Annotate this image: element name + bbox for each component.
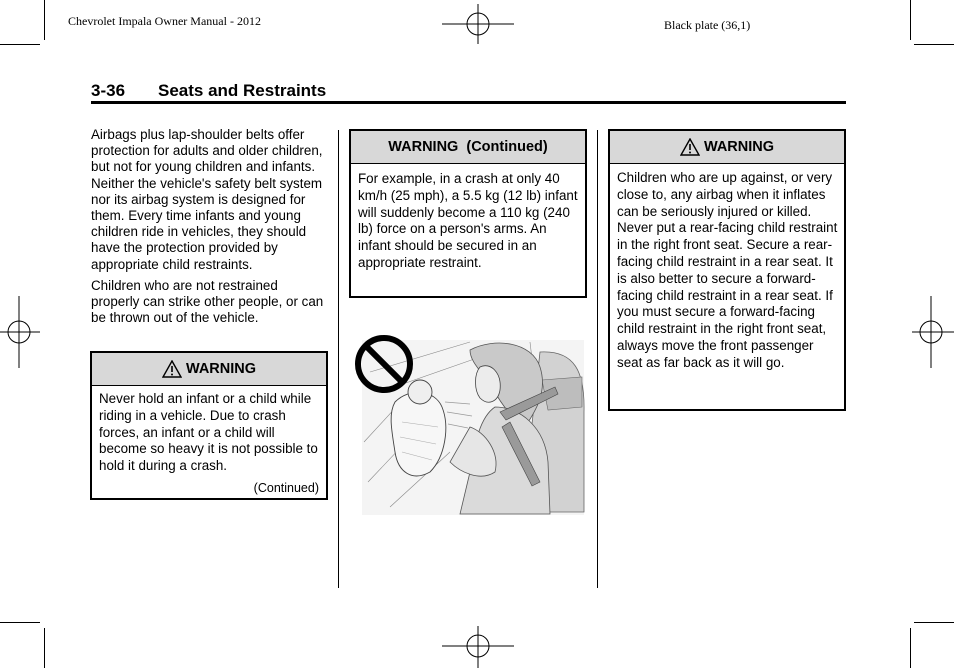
column-divider-1 [338, 130, 339, 588]
page-number: 3-36 [91, 81, 126, 100]
warning-airbag-text: Children who are up against, or very close to, any airbag when it inflates can be seriously injured or killed. Never put a rear-facing child restraint in the right front seat. Secure a rear-facing child restraint in a rear seat. It is also better to secure a forward-facing child restraint in a rear seat. If you must secure a forward-facing child restraint in the right front seat, always move the front passenger seat as far back as it will go. [617, 170, 838, 370]
warning-continued-title: WARNING (Continued) [388, 139, 548, 155]
manual-title: Chevrolet Impala Owner Manual - 2012 [68, 14, 261, 28]
warning-continued-header [351, 131, 585, 164]
prohibited-holding-infant-illustration [350, 332, 586, 518]
warning-icon [680, 138, 700, 156]
warning-box-hold-infant [90, 351, 328, 500]
column-1-text [91, 127, 329, 331]
section-title: Seats and Restraints [158, 81, 327, 100]
warning-title: WARNING [185, 361, 257, 377]
warning-airbag-title: WARNING [703, 139, 775, 155]
column-divider-2 [597, 130, 598, 588]
restraint-paragraph: Children who are not restrained properly can strike other people, or can be thrown out of the vehicle. [91, 277, 324, 326]
registration-mark-right [912, 296, 954, 368]
registration-mark-bottom [442, 626, 514, 668]
warning-header [92, 353, 326, 386]
warning-text: Never hold an infant or a child while riding in a vehicle. Due to crash forces, an infant or a child will become so heavy it is not possible to hold it during a crash. [99, 391, 318, 474]
section-rule [91, 101, 846, 104]
warning-icon [162, 360, 182, 378]
continued-label: (Continued) [253, 481, 319, 495]
warning-box-airbag [608, 129, 846, 411]
warning-box-continued [349, 129, 587, 298]
registration-mark-top [442, 4, 514, 44]
intro-paragraph: Airbags plus lap-shoulder belts offer protection for adults and older children, but not for young children and infants. Neither the vehicle's safety belt system nor its airbag system is designed for them. Every time infants and young children ride in vehicles, they should have the protection provided by appropriate child restraints. [91, 127, 323, 272]
warning-airbag-header [610, 131, 844, 164]
plate-label: Black plate (36,1) [664, 18, 751, 32]
registration-mark-left [0, 296, 40, 368]
warning-continued-text: For example, in a crash at only 40 km/h (25 mph), a 5.5 kg (12 lb) infant will suddenly become a 110 kg (240 lb) force on a person's arms. An infant should be secured in an appropriate restraint. [358, 171, 578, 270]
